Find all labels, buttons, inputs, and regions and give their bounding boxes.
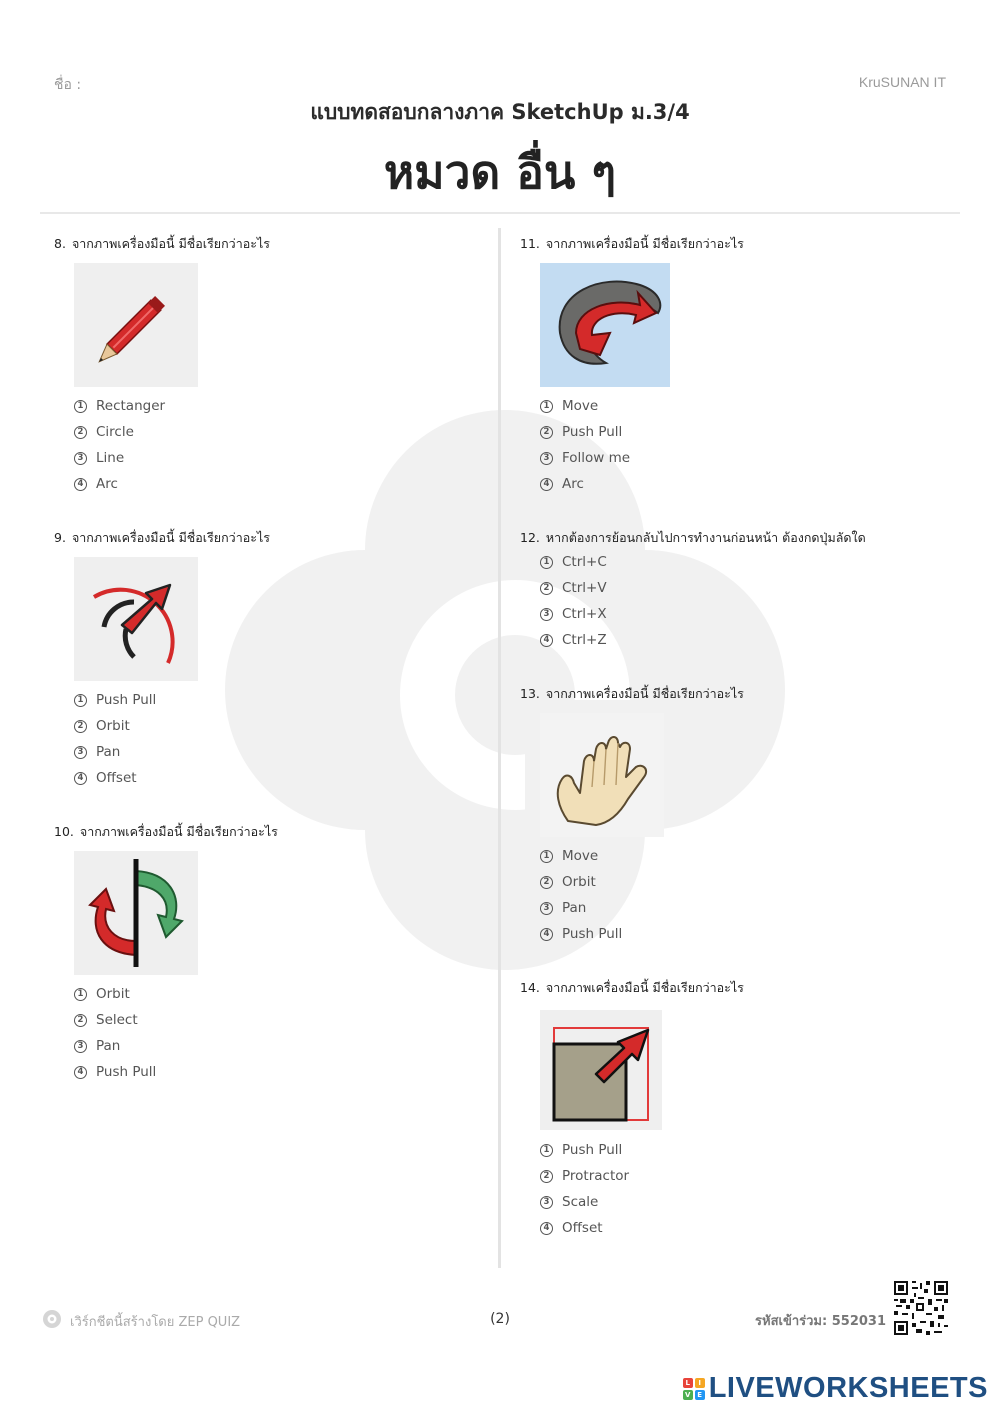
liveworksheets-logo <box>683 1372 988 1405</box>
join-code: รหัสเข้าร่วม: 552031 <box>755 1314 886 1329</box>
offset-arrow-icon <box>74 557 198 681</box>
scale-icon <box>540 1010 662 1130</box>
question-8-title: 8. จากภาพเครื่องมือนี้ มีชื่อเรียกว่าอะไร <box>54 236 270 251</box>
choice-option[interactable]: 2 Push Pull <box>540 419 630 445</box>
hand-icon <box>540 713 664 837</box>
choice-option[interactable]: 3 Follow me <box>540 445 630 471</box>
page-number: (2) <box>490 1311 510 1327</box>
question-11-title: 11. จากภาพเครื่องมือนี้ มีชื่อเรียกว่าอะไร <box>520 236 744 251</box>
choice-option[interactable]: 1 Ctrl+C <box>540 549 607 575</box>
choice-option[interactable]: 4 Arc <box>540 471 630 497</box>
choice-option[interactable]: 3 Ctrl+X <box>540 601 607 627</box>
choice-option[interactable]: 2 Ctrl+V <box>540 575 607 601</box>
quiz-subtitle: แบบทดสอบกลางภาค SketchUp ม.3/4 <box>310 100 690 124</box>
question-10-title: 10. จากภาพเครื่องมือนี้ มีชื่อเรียกว่าอะไร <box>54 824 278 839</box>
choice-option[interactable]: 1 Rectanger <box>74 393 165 419</box>
liveworksheets-wordmark: LIVEWORKSHEETS <box>708 1372 988 1404</box>
choice-option[interactable]: 2 Orbit <box>74 713 156 739</box>
choice-option[interactable]: 4 Offset <box>74 765 156 791</box>
choice-option[interactable]: 2 Circle <box>74 419 165 445</box>
qr-code <box>894 1281 948 1335</box>
choice-option[interactable]: 1 Push Pull <box>540 1137 629 1163</box>
choice-option[interactable]: 2 Orbit <box>540 869 622 895</box>
rotate-arrows-icon <box>74 851 198 975</box>
follow-me-icon <box>540 263 670 387</box>
choice-option[interactable]: 3 Pan <box>74 739 156 765</box>
question-12-choices <box>540 549 607 653</box>
page-title: หมวด อื่น ๆ <box>383 145 617 199</box>
question-9-title: 9. จากภาพเครื่องมือนี้ มีชื่อเรียกว่าอะไร <box>54 530 270 545</box>
question-14-choices <box>540 1137 629 1241</box>
choice-option[interactable]: 3 Line <box>74 445 165 471</box>
footer-credit: เวิร์กชีตนี้สร้างโดย ZEP QUIZ <box>70 1315 241 1330</box>
header-divider <box>40 212 960 214</box>
choice-option[interactable]: 4 Arc <box>74 471 165 497</box>
choice-option[interactable]: 1 Move <box>540 393 630 419</box>
choice-option[interactable]: 1 Move <box>540 843 622 869</box>
question-13-title: 13. จากภาพเครื่องมือนี้ มีชื่อเรียกว่าอะไร <box>520 686 744 701</box>
question-12-title: 12. หากต้องการย้อนกลับไปการทำงานก่อนหน้า ต้องกดปุ่มลัดใด <box>520 530 866 545</box>
question-11-choices <box>540 393 630 497</box>
choice-option[interactable]: 4 Push Pull <box>540 921 622 947</box>
choice-option[interactable]: 2 Protractor <box>540 1163 629 1189</box>
question-13-choices <box>540 843 622 947</box>
column-divider <box>498 228 501 1268</box>
question-14-title: 14. จากภาพเครื่องมือนี้ มีชื่อเรียกว่าอะไร <box>520 980 744 995</box>
choice-option[interactable]: 4 Push Pull <box>74 1059 156 1085</box>
choice-option[interactable]: 3 Pan <box>74 1033 156 1059</box>
choice-option[interactable]: 3 Pan <box>540 895 622 921</box>
choice-option[interactable]: 4 Ctrl+Z <box>540 627 607 653</box>
pencil-icon <box>74 263 198 387</box>
choice-option[interactable]: 1 Push Pull <box>74 687 156 713</box>
choice-option[interactable]: 3 Scale <box>540 1189 629 1215</box>
question-10-choices <box>74 981 156 1085</box>
choice-option[interactable]: 1 Orbit <box>74 981 156 1007</box>
choice-option[interactable]: 4 Offset <box>540 1215 629 1241</box>
choice-option[interactable]: 2 Select <box>74 1007 156 1033</box>
question-9-choices <box>74 687 156 791</box>
question-8-choices <box>74 393 165 497</box>
liveworksheets-badge-icon: L I V E <box>683 1378 705 1400</box>
author-brand: KruSUNAN IT <box>858 74 946 90</box>
student-name-label: ชื่อ : <box>54 77 82 93</box>
